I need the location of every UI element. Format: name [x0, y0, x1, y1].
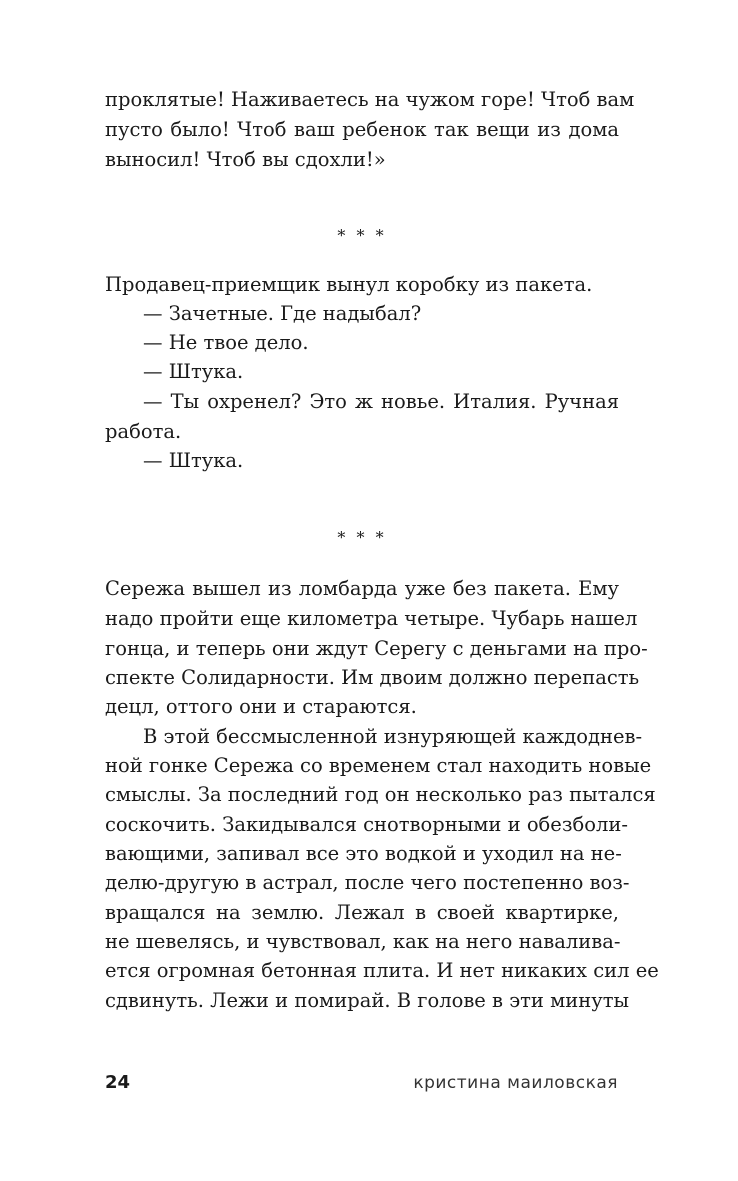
text-line: выносил! Чтоб вы сдохли!» — [105, 148, 386, 171]
text-line: пусто было! Чтоб ваш ребенок так вещи из дома — [105, 118, 619, 141]
page-number: 24 — [105, 1072, 131, 1093]
text-line: работа. — [105, 420, 182, 443]
dialogue-line: — Не твое дело. — [143, 331, 309, 354]
dialogue-line: — Штука. — [143, 449, 244, 472]
dialogue-line: — Штука. — [143, 360, 244, 383]
text-line: проклятые! Наживаетесь на чужом горе! Чтоб вам — [105, 88, 635, 111]
text-line: ется огромная бетонная плита. И нет никаких сил ее — [105, 959, 659, 982]
text-line: вращался на землю. Лежал в своей квартирке, — [105, 901, 619, 924]
text-line: смыслы. За последний год он несколько раз пытался — [105, 783, 656, 806]
text-line: соскочить. Закидывался снотворными и обезболи- — [105, 813, 628, 836]
text-line: ной гонке Сережа со временем стал находить новые — [105, 754, 652, 777]
text-line: вающими, запивал все это водкой и уходил на не- — [105, 842, 622, 865]
dialogue-line: — Ты охренел? Это ж новье. Италия. Ручная — [143, 390, 619, 413]
text-line: децл, оттого они и стараются. — [105, 695, 417, 718]
text-line: не шевелясь, и чувствовал, как на него наваливa- — [105, 930, 621, 953]
text-line: надо пройти еще километра четыре. Чубарь нашел — [105, 607, 638, 630]
section-separator: * * * — [337, 528, 387, 547]
text-line: В этой бессмысленной изнуряющей каждоднев- — [143, 725, 643, 748]
text-line: Продавец-приемщик вынул коробку из пакета. — [105, 273, 593, 296]
dialogue-line: — Зачетные. Где надыбал? — [143, 302, 422, 325]
text-line: делю-другую в астрал, после чего постепенно воз- — [105, 871, 630, 894]
running-footer-author: кристина маиловская — [413, 1073, 618, 1093]
section-separator: * * * — [337, 226, 387, 245]
text-line: спекте Солидарности. Им двоим должно перепасть — [105, 666, 640, 689]
text-line: сдвинуть. Лежи и помирай. В голове в эти минуты — [105, 989, 630, 1012]
text-line: гонца, и теперь они ждут Серегу с деньгами на про- — [105, 637, 648, 660]
text-line: Сережа вышел из ломбарда уже без пакета. Ему — [105, 577, 619, 600]
